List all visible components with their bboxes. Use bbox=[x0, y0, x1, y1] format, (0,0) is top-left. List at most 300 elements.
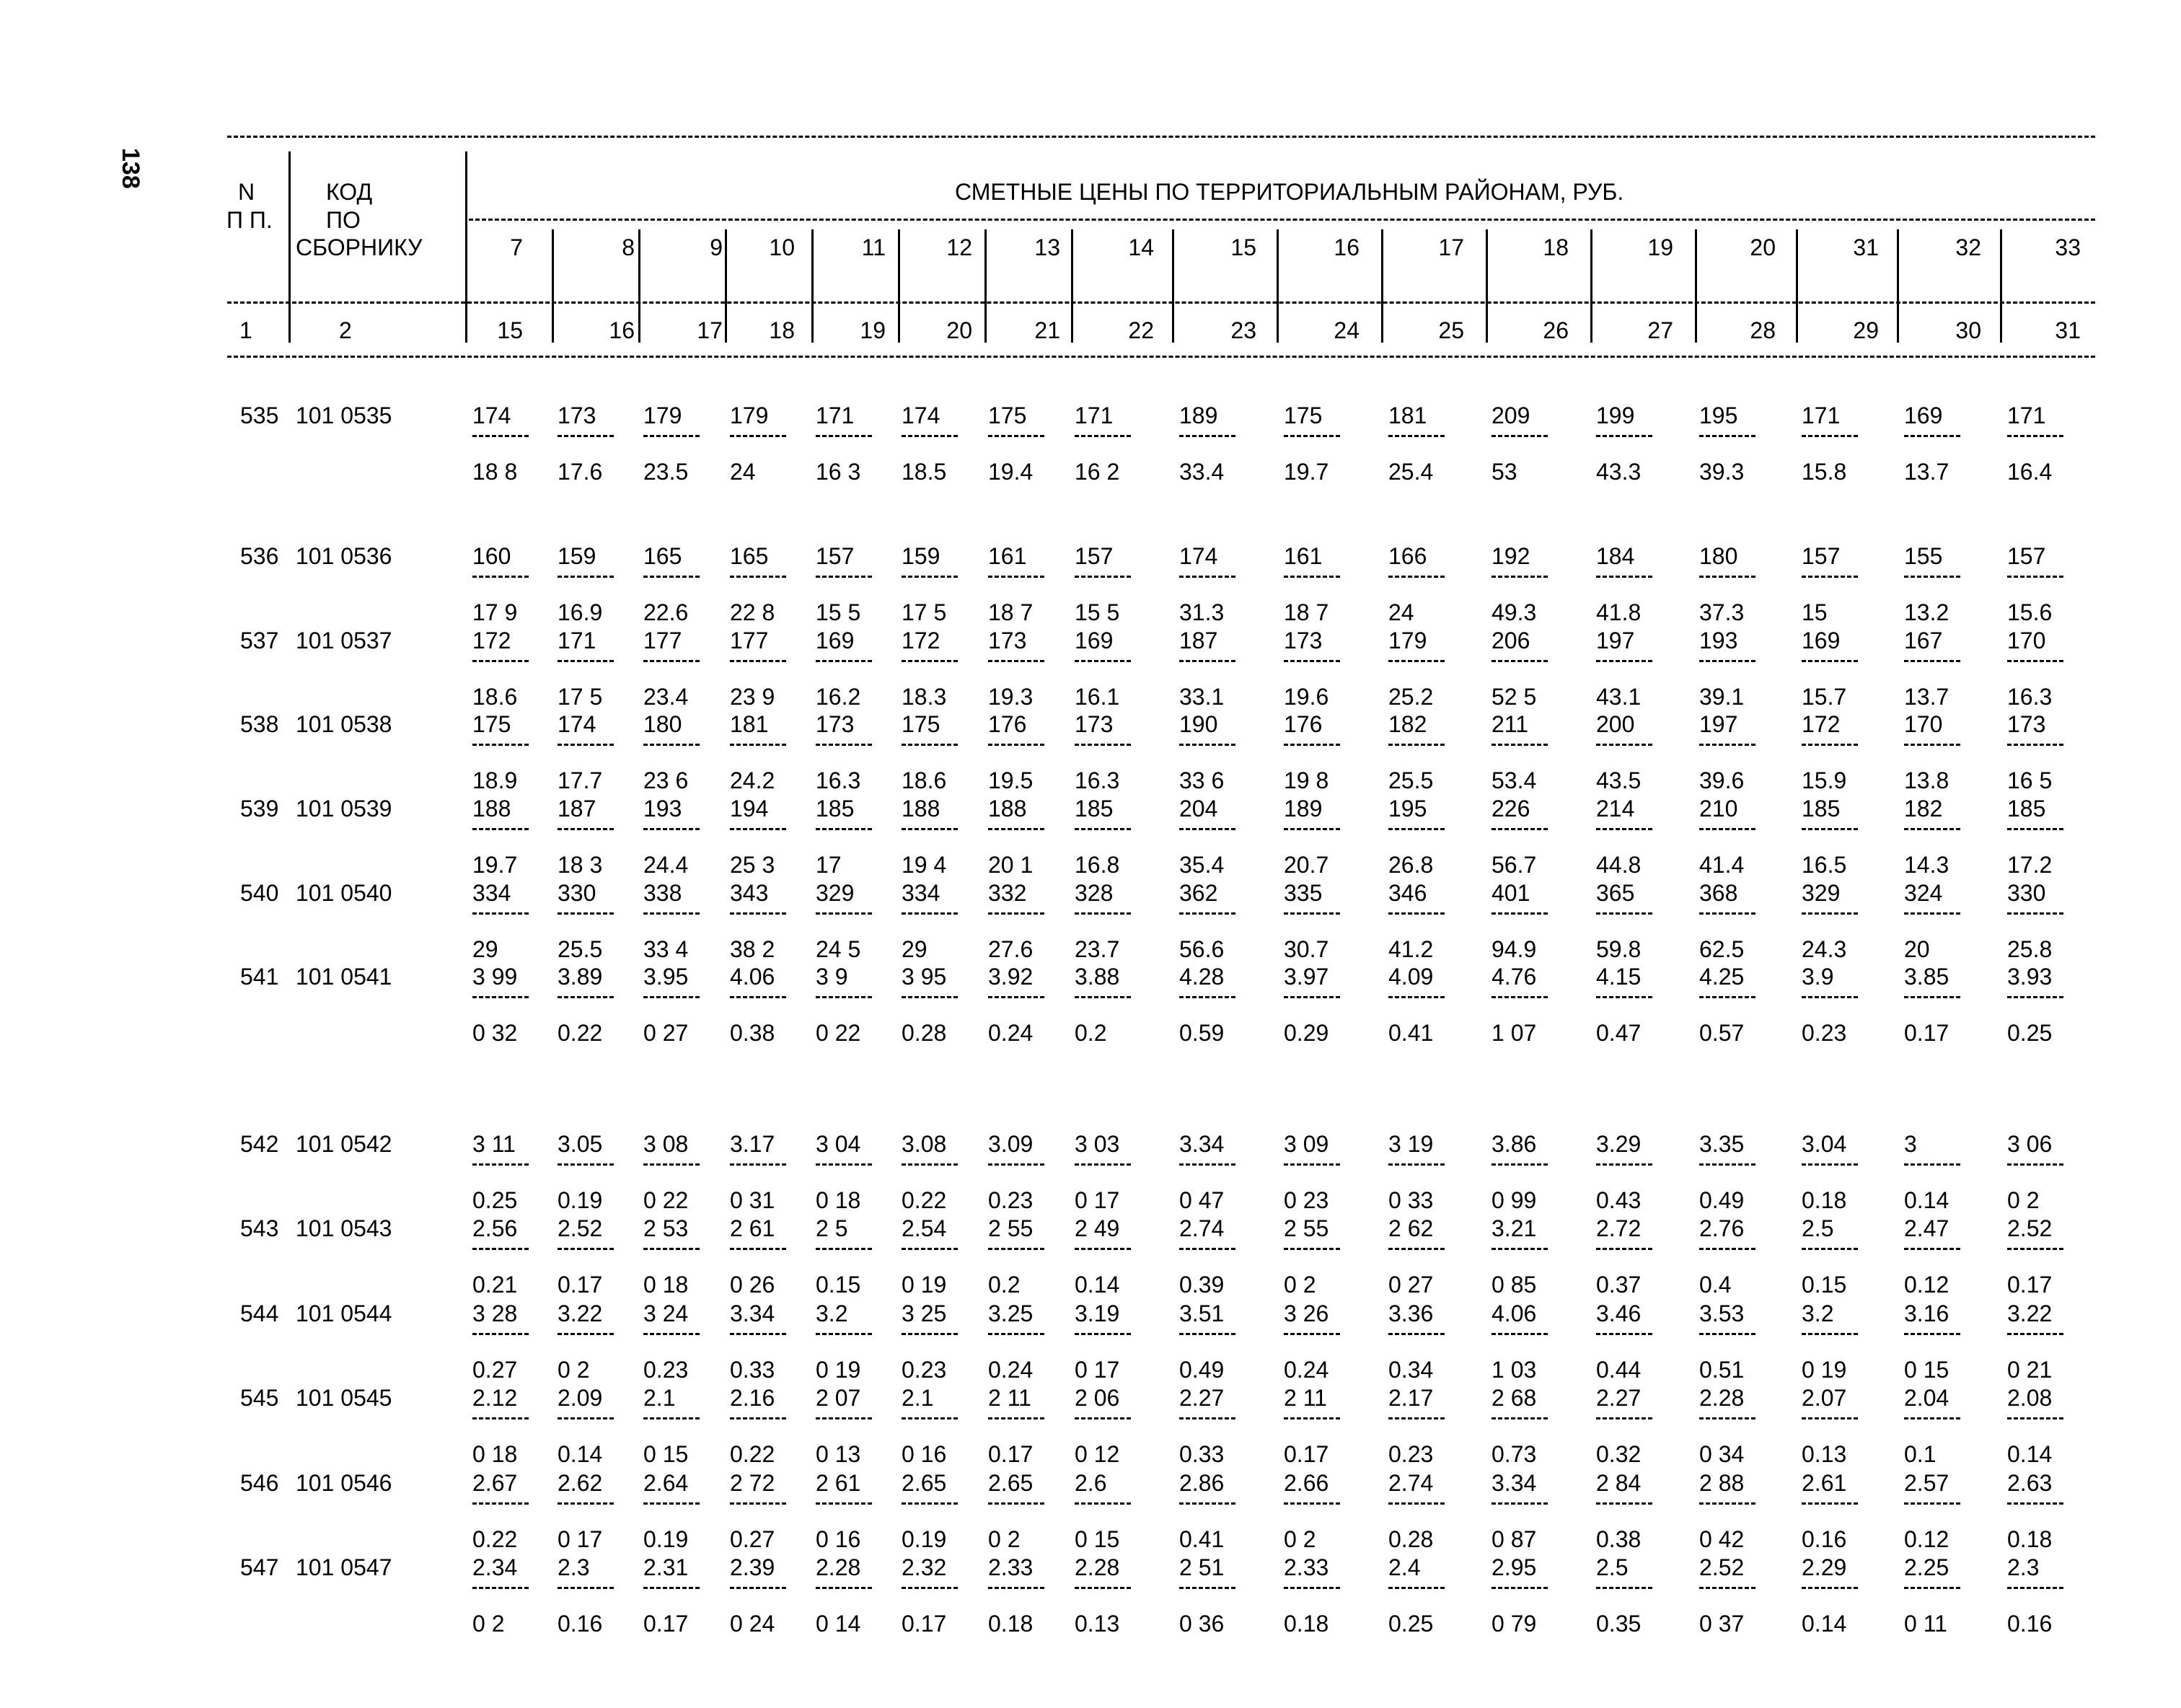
price-value: 2.67 bbox=[472, 1470, 518, 1496]
price-value: 3.34 bbox=[730, 1300, 775, 1326]
wage-value: 0 12 bbox=[1075, 1441, 1120, 1467]
fraction-line bbox=[1904, 1248, 1960, 1250]
price-value: 3 03 bbox=[1075, 1131, 1120, 1157]
row-code: 101 0545 bbox=[296, 1385, 392, 1411]
wage-value: 18.6 bbox=[902, 767, 947, 793]
fraction-line bbox=[1802, 912, 1858, 915]
price-value: 334 bbox=[472, 880, 511, 906]
price-value: 171 bbox=[2007, 402, 2046, 428]
wage-value: 43.3 bbox=[1596, 459, 1642, 485]
price-value: 2 49 bbox=[1075, 1215, 1120, 1241]
fraction-line bbox=[1388, 912, 1445, 915]
wage-value: 0.15 bbox=[1802, 1272, 1847, 1298]
price-value: 3 99 bbox=[472, 964, 518, 990]
region-col-bar bbox=[725, 229, 727, 343]
wage-value: 0 17 bbox=[1075, 1187, 1120, 1213]
column-index: 15 bbox=[497, 317, 523, 343]
wage-value: 16.3 bbox=[816, 767, 861, 793]
fraction-line bbox=[472, 1163, 529, 1166]
fraction-line bbox=[1802, 1502, 1858, 1505]
region-col-bar bbox=[811, 229, 814, 343]
wage-value: 0 22 bbox=[816, 1020, 861, 1046]
wage-value: 25.5 bbox=[558, 936, 603, 962]
fraction-line bbox=[730, 435, 786, 437]
price-value: 175 bbox=[902, 711, 940, 737]
fraction-line bbox=[1179, 1333, 1235, 1335]
wage-value: 43.5 bbox=[1596, 767, 1642, 793]
fraction-line bbox=[816, 996, 872, 998]
price-value: 3.35 bbox=[1699, 1131, 1745, 1157]
column-index: 31 bbox=[2055, 317, 2081, 343]
price-value: 174 bbox=[902, 402, 940, 428]
wage-value: 0.17 bbox=[1904, 1020, 1949, 1046]
wage-value: 16 2 bbox=[1075, 459, 1120, 485]
wage-value: 0 15 bbox=[1904, 1357, 1949, 1383]
fraction-line bbox=[1699, 996, 1755, 998]
region-header: 31 bbox=[1853, 234, 1879, 260]
row-code: 101 0544 bbox=[296, 1300, 392, 1326]
price-value: 195 bbox=[1699, 402, 1738, 428]
wage-value: 0 21 bbox=[2007, 1357, 2053, 1383]
fraction-line bbox=[1179, 435, 1235, 437]
wage-value: 0.14 bbox=[2007, 1441, 2053, 1467]
fraction-line bbox=[988, 1502, 1044, 1505]
wage-value: 25.5 bbox=[1388, 767, 1434, 793]
wage-value: 16.3 bbox=[2007, 684, 2053, 710]
fraction-line bbox=[1284, 1502, 1340, 1505]
price-value: 169 bbox=[816, 628, 855, 653]
wage-value: 25.2 bbox=[1388, 684, 1434, 710]
fraction-line bbox=[902, 576, 958, 578]
wage-value: 0.34 bbox=[1388, 1357, 1434, 1383]
price-value: 197 bbox=[1596, 628, 1635, 653]
fraction-line bbox=[816, 1333, 872, 1335]
wage-value: 17.2 bbox=[2007, 852, 2053, 878]
price-value: 330 bbox=[2007, 880, 2046, 906]
wage-value: 0.35 bbox=[1596, 1611, 1642, 1637]
fraction-line bbox=[1075, 576, 1131, 578]
fraction-line bbox=[816, 435, 872, 437]
region-col-bar bbox=[638, 229, 640, 343]
wage-value: 25.8 bbox=[2007, 936, 2053, 962]
wage-value: 15.9 bbox=[1802, 767, 1847, 793]
fraction-line bbox=[558, 996, 614, 998]
price-value: 189 bbox=[1284, 796, 1323, 822]
price-value: 3 09 bbox=[1284, 1131, 1329, 1157]
wage-value: 0.21 bbox=[472, 1272, 518, 1298]
region-header: 15 bbox=[1230, 234, 1256, 260]
fraction-line bbox=[1492, 1587, 1548, 1589]
price-value: 3.97 bbox=[1284, 964, 1329, 990]
fraction-line bbox=[1179, 912, 1235, 915]
price-value: 177 bbox=[730, 628, 769, 653]
price-value: 174 bbox=[1179, 543, 1218, 569]
fraction-line bbox=[2007, 1333, 2063, 1335]
fraction-line bbox=[988, 1417, 1044, 1419]
wage-value: 0 23 bbox=[1284, 1187, 1329, 1213]
price-value: 185 bbox=[2007, 796, 2046, 822]
fraction-line bbox=[1388, 1502, 1445, 1505]
fraction-line bbox=[1075, 1333, 1131, 1335]
wage-value: 0.51 bbox=[1699, 1357, 1745, 1383]
row-number: 535 bbox=[240, 402, 279, 428]
wage-value: 0.39 bbox=[1179, 1272, 1225, 1298]
region-header: 10 bbox=[769, 234, 795, 260]
fraction-line bbox=[2007, 1502, 2063, 1505]
wage-value: 0.33 bbox=[730, 1357, 775, 1383]
fraction-line bbox=[1075, 744, 1131, 746]
fraction-line bbox=[1596, 660, 1652, 662]
price-value: 3.29 bbox=[1596, 1131, 1642, 1157]
wage-value: 0 27 bbox=[643, 1020, 689, 1046]
row-code: 101 0540 bbox=[296, 880, 392, 906]
fraction-line bbox=[730, 1333, 786, 1335]
price-value: 2 55 bbox=[988, 1215, 1034, 1241]
fraction-line bbox=[1284, 435, 1340, 437]
fraction-line bbox=[1075, 1163, 1131, 1166]
fraction-line bbox=[2007, 744, 2063, 746]
fraction-line bbox=[558, 576, 614, 578]
price-value: 2.64 bbox=[643, 1470, 689, 1496]
fraction-line bbox=[902, 1163, 958, 1166]
price-value: 175 bbox=[472, 711, 511, 737]
row-code: 101 0538 bbox=[296, 711, 392, 737]
region-col-bar bbox=[1172, 229, 1174, 343]
price-value: 189 bbox=[1179, 402, 1218, 428]
fraction-line bbox=[2007, 1417, 2063, 1419]
fraction-line bbox=[1075, 435, 1131, 437]
row-code: 101 0546 bbox=[296, 1470, 392, 1496]
wage-value: 0 2 bbox=[472, 1611, 505, 1637]
wage-value: 0.12 bbox=[1904, 1272, 1949, 1298]
wage-value: 17.7 bbox=[558, 767, 603, 793]
price-value: 169 bbox=[1904, 402, 1943, 428]
price-value: 2.54 bbox=[902, 1215, 947, 1241]
price-value: 173 bbox=[1284, 628, 1323, 653]
fraction-line bbox=[1179, 1502, 1235, 1505]
wage-value: 0 16 bbox=[816, 1526, 861, 1552]
fraction-line bbox=[1179, 996, 1235, 998]
wage-value: 0 18 bbox=[643, 1272, 689, 1298]
wage-value: 0.13 bbox=[1802, 1441, 1847, 1467]
wage-value: 0.24 bbox=[988, 1357, 1034, 1383]
region-header: 20 bbox=[1750, 234, 1776, 260]
wage-value: 0 19 bbox=[816, 1357, 861, 1383]
price-value: 2.12 bbox=[472, 1385, 518, 1411]
price-value: 2.16 bbox=[730, 1385, 775, 1411]
price-value: 3.22 bbox=[2007, 1300, 2053, 1326]
wage-value: 17 bbox=[816, 852, 842, 878]
price-value: 195 bbox=[1388, 796, 1427, 822]
fraction-line bbox=[1075, 1417, 1131, 1419]
wage-value: 19.7 bbox=[1284, 459, 1329, 485]
price-value: 3.09 bbox=[988, 1131, 1034, 1157]
fraction-line bbox=[1596, 996, 1652, 998]
row-number: 543 bbox=[240, 1215, 279, 1241]
price-value: 157 bbox=[1802, 543, 1841, 569]
wage-value: 0 36 bbox=[1179, 1611, 1225, 1637]
fraction-line bbox=[902, 435, 958, 437]
price-value: 174 bbox=[558, 711, 596, 737]
header-divider-rule bbox=[227, 301, 2095, 304]
price-value: 4.25 bbox=[1699, 964, 1745, 990]
wage-value: 0.16 bbox=[2007, 1611, 2053, 1637]
price-value: 171 bbox=[558, 628, 596, 653]
price-value: 3.34 bbox=[1492, 1470, 1537, 1496]
fraction-line bbox=[1699, 576, 1755, 578]
fraction-line bbox=[1075, 912, 1131, 915]
wage-value: 0.14 bbox=[1904, 1187, 1949, 1213]
region-header: 7 bbox=[510, 234, 523, 260]
wage-value: 24 bbox=[1388, 599, 1414, 625]
wage-value: 0.17 bbox=[643, 1611, 689, 1637]
fraction-line bbox=[988, 744, 1044, 746]
price-value: 3 08 bbox=[643, 1131, 689, 1157]
wage-value: 15.8 bbox=[1802, 459, 1847, 485]
wage-value: 0.14 bbox=[1802, 1611, 1847, 1637]
column-index: 25 bbox=[1438, 317, 1464, 343]
fraction-line bbox=[988, 1163, 1044, 1166]
row-number: 546 bbox=[240, 1470, 279, 1496]
fraction-line bbox=[988, 912, 1044, 915]
wage-value: 0.47 bbox=[1596, 1020, 1642, 1046]
fraction-line bbox=[1492, 912, 1548, 915]
wage-value: 17 5 bbox=[558, 684, 603, 710]
price-value: 368 bbox=[1699, 880, 1738, 906]
wage-value: 41.2 bbox=[1388, 936, 1434, 962]
row-number: 544 bbox=[240, 1300, 279, 1326]
wage-value: 0 22 bbox=[643, 1187, 689, 1213]
fraction-line bbox=[1596, 1417, 1652, 1419]
row-code: 101 0547 bbox=[296, 1554, 392, 1580]
fraction-line bbox=[1802, 996, 1858, 998]
wage-value: 0 2 bbox=[2007, 1187, 2040, 1213]
price-value: 210 bbox=[1699, 796, 1738, 822]
price-value: 187 bbox=[558, 796, 596, 822]
price-value: 173 bbox=[2007, 711, 2046, 737]
fraction-line bbox=[1284, 912, 1340, 915]
wage-value: 0.17 bbox=[1284, 1441, 1329, 1467]
fraction-line bbox=[643, 1587, 700, 1589]
fraction-line bbox=[1284, 828, 1340, 830]
price-value: 365 bbox=[1596, 880, 1635, 906]
fraction-line bbox=[1904, 996, 1960, 998]
fraction-line bbox=[1802, 435, 1858, 437]
price-value: 197 bbox=[1699, 711, 1738, 737]
fraction-line bbox=[1179, 576, 1235, 578]
region-header: 18 bbox=[1543, 234, 1569, 260]
price-value: 2.4 bbox=[1388, 1554, 1421, 1580]
fraction-line bbox=[730, 660, 786, 662]
fraction-line bbox=[1596, 576, 1652, 578]
wage-value: 33 6 bbox=[1179, 767, 1225, 793]
price-value: 4.06 bbox=[1492, 1300, 1537, 1326]
fraction-line bbox=[988, 996, 1044, 998]
fraction-line bbox=[1388, 744, 1445, 746]
wage-value: 24.4 bbox=[643, 852, 689, 878]
region-col-bar bbox=[1277, 229, 1279, 343]
price-value: 338 bbox=[643, 880, 682, 906]
price-value: 2.1 bbox=[902, 1385, 934, 1411]
wage-value: 13.7 bbox=[1904, 684, 1949, 710]
fraction-line bbox=[472, 1417, 529, 1419]
price-value: 182 bbox=[1904, 796, 1943, 822]
price-value: 2.52 bbox=[1699, 1554, 1745, 1580]
price-value: 343 bbox=[730, 880, 769, 906]
price-value: 401 bbox=[1492, 880, 1530, 906]
wage-value: 0 18 bbox=[472, 1441, 518, 1467]
price-value: 182 bbox=[1388, 711, 1427, 737]
fraction-line bbox=[1699, 828, 1755, 830]
fraction-line bbox=[1179, 1248, 1235, 1250]
wage-value: 19.6 bbox=[1284, 684, 1329, 710]
price-value: 157 bbox=[1075, 543, 1114, 569]
wage-value: 53 bbox=[1492, 459, 1517, 485]
fraction-line bbox=[816, 576, 872, 578]
fraction-line bbox=[472, 660, 529, 662]
region-header: 19 bbox=[1647, 234, 1673, 260]
wage-value: 0.19 bbox=[558, 1187, 603, 1213]
price-value: 2 55 bbox=[1284, 1215, 1329, 1241]
price-value: 2.5 bbox=[1802, 1215, 1834, 1241]
region-header: 8 bbox=[622, 234, 635, 260]
price-value: 172 bbox=[1802, 711, 1841, 737]
wage-value: 0.28 bbox=[902, 1020, 947, 1046]
price-value: 2 11 bbox=[1284, 1385, 1327, 1411]
wage-value: 13.2 bbox=[1904, 599, 1949, 625]
row-code: 101 0537 bbox=[296, 628, 392, 653]
wage-value: 29 bbox=[472, 936, 498, 962]
region-header: 16 bbox=[1334, 234, 1360, 260]
wage-value: 0.44 bbox=[1596, 1357, 1642, 1383]
fraction-line bbox=[558, 660, 614, 662]
fraction-line bbox=[1904, 1417, 1960, 1419]
price-value: 2.56 bbox=[472, 1215, 518, 1241]
wage-value: 0.12 bbox=[1904, 1526, 1949, 1552]
fraction-line bbox=[1388, 1333, 1445, 1335]
price-value: 3.86 bbox=[1492, 1131, 1537, 1157]
wage-value: 0.17 bbox=[558, 1272, 603, 1298]
fraction-line bbox=[558, 828, 614, 830]
wage-value: 0.13 bbox=[1075, 1611, 1120, 1637]
wage-value: 23.4 bbox=[643, 684, 689, 710]
wage-value: 23 6 bbox=[643, 767, 689, 793]
price-value: 2 61 bbox=[816, 1470, 861, 1496]
wage-value: 0 16 bbox=[902, 1441, 947, 1467]
wage-value: 33.1 bbox=[1179, 684, 1225, 710]
price-value: 3.46 bbox=[1596, 1300, 1642, 1326]
fraction-line bbox=[902, 744, 958, 746]
price-value: 3 25 bbox=[902, 1300, 947, 1326]
col-num-header-line1: N bbox=[238, 179, 255, 205]
fraction-line bbox=[1179, 1417, 1235, 1419]
fraction-line bbox=[730, 1248, 786, 1250]
price-value: 184 bbox=[1596, 543, 1635, 569]
fraction-line bbox=[1492, 1333, 1548, 1335]
wage-value: 19 4 bbox=[902, 852, 947, 878]
code-col-bar bbox=[465, 151, 467, 343]
wage-value: 18 3 bbox=[558, 852, 603, 878]
wage-value: 16.8 bbox=[1075, 852, 1120, 878]
price-value: 165 bbox=[643, 543, 682, 569]
fraction-line bbox=[1492, 828, 1548, 830]
wage-value: 0.25 bbox=[472, 1187, 518, 1213]
fraction-line bbox=[1699, 435, 1755, 437]
fraction-line bbox=[1802, 1333, 1858, 1335]
wage-value: 0.23 bbox=[1802, 1020, 1847, 1046]
wage-value: 18.5 bbox=[902, 459, 947, 485]
price-value: 193 bbox=[643, 796, 682, 822]
fraction-line bbox=[1904, 576, 1960, 578]
region-header: 17 bbox=[1438, 234, 1464, 260]
fraction-line bbox=[988, 1587, 1044, 1589]
fraction-line bbox=[816, 828, 872, 830]
page-number: 138 bbox=[117, 148, 144, 189]
wage-value: 1 07 bbox=[1492, 1020, 1537, 1046]
price-value: 3 24 bbox=[643, 1300, 689, 1326]
price-value: 155 bbox=[1904, 543, 1943, 569]
price-value: 346 bbox=[1388, 880, 1427, 906]
wage-value: 39.1 bbox=[1699, 684, 1745, 710]
top-rule bbox=[227, 136, 2095, 138]
wage-value: 0 27 bbox=[1388, 1272, 1434, 1298]
region-col-bar bbox=[898, 229, 900, 343]
fraction-line bbox=[1699, 1587, 1755, 1589]
price-value: 188 bbox=[988, 796, 1027, 822]
fraction-line bbox=[1284, 1417, 1340, 1419]
col-code-header-line2: ПО bbox=[326, 207, 361, 233]
price-value: 188 bbox=[472, 796, 511, 822]
fraction-line bbox=[1284, 660, 1340, 662]
price-value: 2 06 bbox=[1075, 1385, 1120, 1411]
region-col-bar bbox=[2000, 229, 2002, 343]
wage-value: 16 3 bbox=[816, 459, 861, 485]
price-value: 174 bbox=[472, 402, 511, 428]
fraction-line bbox=[1388, 996, 1445, 998]
price-value: 3 9 bbox=[816, 964, 848, 990]
price-value: 179 bbox=[643, 402, 682, 428]
price-value: 180 bbox=[1699, 543, 1738, 569]
price-value: 2.65 bbox=[902, 1470, 947, 1496]
row-number: 539 bbox=[240, 796, 279, 822]
fraction-line bbox=[730, 828, 786, 830]
price-value: 4.15 bbox=[1596, 964, 1642, 990]
row-code: 101 0536 bbox=[296, 543, 392, 569]
fraction-line bbox=[2007, 576, 2063, 578]
wage-value: 0 85 bbox=[1492, 1272, 1537, 1298]
price-value: 362 bbox=[1179, 880, 1218, 906]
wage-value: 0.23 bbox=[902, 1357, 947, 1383]
region-col-bar bbox=[1590, 229, 1592, 343]
region-col-bar bbox=[552, 229, 554, 343]
fraction-line bbox=[643, 828, 700, 830]
fraction-line bbox=[988, 1248, 1044, 1250]
price-value: 2.27 bbox=[1179, 1385, 1225, 1411]
wage-value: 13.7 bbox=[1904, 459, 1949, 485]
wage-value: 0.38 bbox=[730, 1020, 775, 1046]
wage-value: 0.17 bbox=[902, 1611, 947, 1637]
fraction-line bbox=[2007, 1248, 2063, 1250]
price-value: 2.74 bbox=[1388, 1470, 1434, 1496]
price-value: 2.3 bbox=[2007, 1554, 2040, 1580]
row-number: 541 bbox=[240, 964, 279, 990]
price-value: 2.57 bbox=[1904, 1470, 1949, 1496]
wage-value: 16.3 bbox=[1075, 767, 1120, 793]
fraction-line bbox=[643, 576, 700, 578]
fraction-line bbox=[1699, 1333, 1755, 1335]
wage-value: 25.4 bbox=[1388, 459, 1434, 485]
price-value: 2.28 bbox=[1075, 1554, 1120, 1580]
